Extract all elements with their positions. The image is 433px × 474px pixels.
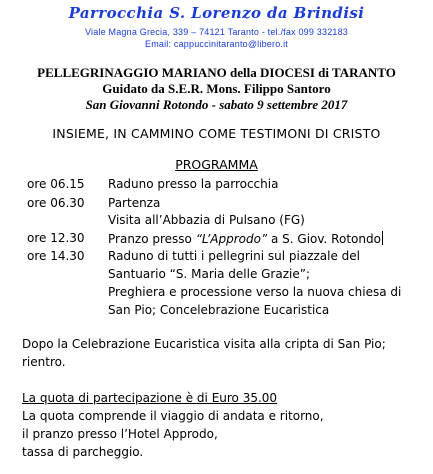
after-line: rientro.	[22, 355, 66, 369]
event-date: San Giovanni Rotondo - sabato 9 settembre 2017	[85, 97, 348, 112]
programma-text: Raduno di tutti i pellegrini sul piazzale del	[108, 249, 361, 263]
lunch-prefix: Pranzo presso	[108, 232, 196, 246]
programma-row	[0, 249, 433, 267]
motto: INSIEME, IN CAMMINO COME TESTIMONI DI CRISTO	[52, 126, 381, 141]
programma-row	[0, 267, 433, 285]
programma-text: Partenza	[108, 196, 161, 210]
programma-row	[0, 231, 433, 249]
restaurant-name: “L’Approdo”	[195, 232, 268, 246]
programma-time: ore 14.30	[27, 249, 85, 263]
after-line: Dopo la Celebrazione Eucaristica visita alla cripta di San Pio;	[22, 337, 386, 351]
programma-text: Visita all’Abbazia di Pulsano (FG)	[108, 213, 305, 227]
programma-row	[0, 213, 433, 231]
programma-title: PROGRAMMA	[175, 157, 258, 172]
programma-time: ore 06.15	[27, 177, 85, 191]
quota-line: il pranzo presso l’Hotel Approdo,	[22, 427, 218, 441]
text-cursor	[382, 231, 383, 245]
quota-line: La quota comprende il viaggio di andata e ritorno,	[22, 409, 324, 423]
programma-text: Raduno presso la parrocchia	[108, 177, 279, 191]
lunch-suffix: a S. Giov. Rotondo	[267, 232, 381, 246]
programma-text: San Pio; Concelebrazione Eucaristica	[108, 303, 330, 317]
letterhead-address: Viale Magna Grecia, 339 – 74121 Taranto - tel./fax 099 332183	[84, 27, 349, 37]
quota-line: tassa di parcheggio.	[22, 445, 144, 459]
programma-text: Santuario “S. Maria delle Grazie”;	[108, 267, 310, 281]
programma-row	[0, 177, 433, 195]
letterhead-email: Email: cappuccinitaranto@libero.it	[145, 39, 288, 49]
programma-text: Preghiera e processione verso la nuova chiesa di	[108, 285, 402, 299]
programma-time: ore 06.30	[27, 196, 85, 210]
programma-row	[0, 303, 433, 321]
programma-row	[0, 285, 433, 303]
programma-time: ore 12.30	[27, 231, 85, 245]
quota-title: La quota di partecipazione è di Euro 35.00	[22, 391, 278, 405]
event-title: PELLEGRINAGGIO MARIANO della DIOCESI di TARANTO	[37, 65, 396, 80]
letterhead-title: Parrocchia S. Lorenzo da Brindisi	[68, 4, 365, 22]
programma-row	[0, 196, 433, 214]
event-guide: Guidato da S.E.R. Mons. Filippo Santoro	[102, 81, 331, 96]
programma-text	[108, 231, 383, 246]
